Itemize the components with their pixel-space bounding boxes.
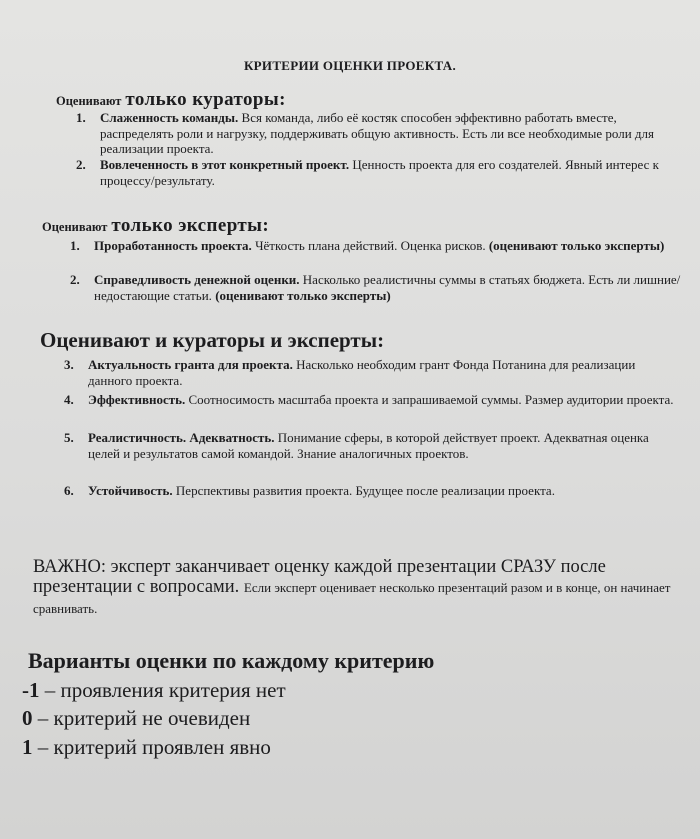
criterion-text: Ценность проекта для его создателей. Явный интерес к процессу/результату.	[100, 157, 659, 188]
criterion-item	[64, 483, 678, 499]
variant-text: – проявления критерия нет	[44, 678, 286, 702]
criterion-text: Соотносимость масштаба проекта и запрашиваемой суммы. Размер аудитории проекта.	[188, 392, 674, 407]
variants-title: Варианты оценки по каждому критерию	[28, 648, 435, 673]
criterion-item	[76, 110, 680, 157]
criterion-title: Проработанность проекта.	[94, 238, 252, 253]
criterion-item	[76, 157, 680, 188]
criterion-title: Справедливость денежной оценки.	[94, 272, 300, 287]
criterion-number: 2.	[76, 157, 86, 172]
important-extra: Если эксперт оценивает несколько презентаций разом и в конце, он начинает сравнивать.	[33, 580, 671, 616]
criterion-item	[64, 392, 678, 408]
important-note	[33, 557, 673, 619]
criterion-title: Реалистичность. Адекватность.	[88, 430, 275, 445]
criterion-note: (оценивают только эксперты)	[488, 238, 665, 253]
important-main: ВАЖНО: эксперт заканчивает оценку каждой презентации СРАЗУ после презентации с вопросами.	[33, 557, 606, 597]
section-heading-experts	[42, 215, 269, 237]
criterion-text: Вся команда, либо её костяк способен эффективно работать вместе, распределять роли и нагрузку, поддерживать общую активность. Есть ли все необходимые роли для реализации проекта.	[100, 110, 655, 156]
criterion-number: 2.	[70, 272, 80, 287]
heading-emphasis: только эксперты	[111, 215, 263, 236]
criterion-title: Слаженность команды.	[100, 110, 239, 125]
document-title: КРИТЕРИИ ОЦЕНКИ ПРОЕКТА.	[243, 58, 457, 73]
criterion-number: 1.	[70, 238, 80, 253]
criterion-text: Насколько реалистичны суммы в статьях бюджета. Есть ли лишние/недостающие статьи.	[94, 272, 681, 303]
variant-item	[22, 735, 271, 760]
criterion-title: Устойчивость.	[88, 483, 173, 498]
variant-value: 1	[22, 735, 33, 759]
variant-text: – критерий проявлен явно	[37, 735, 271, 759]
criterion-text: Чёткость плана действий. Оценка рисков.	[255, 238, 486, 253]
section-heading-both: Оценивают и кураторы и эксперты:	[40, 328, 385, 352]
criterion-item	[64, 430, 678, 461]
heading-prefix: Оценивают	[56, 94, 122, 108]
criterion-item	[70, 272, 684, 303]
criterion-text: Насколько необходим грант Фонда Потанина для реализации данного проекта.	[88, 357, 636, 388]
variant-value: 0	[22, 706, 33, 730]
criterion-title: Вовлеченность в этот конкретный проект.	[100, 157, 350, 172]
criterion-note: (оценивают только эксперты)	[215, 287, 391, 303]
criterion-number: 1.	[76, 110, 86, 125]
criterion-title: Эффективность.	[88, 392, 186, 407]
criterion-number: 5.	[64, 430, 74, 445]
heading-prefix: Оценивают	[42, 220, 108, 234]
heading-emphasis: только кураторы	[125, 89, 280, 110]
criterion-title: Актуальность гранта для проекта.	[88, 357, 293, 372]
variant-item	[22, 706, 250, 731]
criterion-text: Перспективы развития проекта. Будущее после реализации проекта.	[175, 483, 555, 498]
criterion-item	[64, 357, 678, 388]
variant-item	[22, 678, 286, 703]
heading-colon: :	[262, 215, 269, 236]
criterion-item	[70, 238, 684, 254]
section-heading-curators	[56, 89, 285, 111]
criterion-number: 4.	[64, 392, 74, 407]
heading-colon: :	[279, 89, 286, 110]
criterion-number: 6.	[64, 483, 74, 498]
criterion-number: 3.	[64, 357, 74, 372]
variant-value: -1	[22, 678, 40, 702]
criterion-text: Понимание сферы, в которой действует проект. Адекватная оценка целей и результатов самой командой. Знание аналогичных проектов.	[88, 430, 649, 461]
variant-text: – критерий не очевиден	[37, 706, 251, 730]
